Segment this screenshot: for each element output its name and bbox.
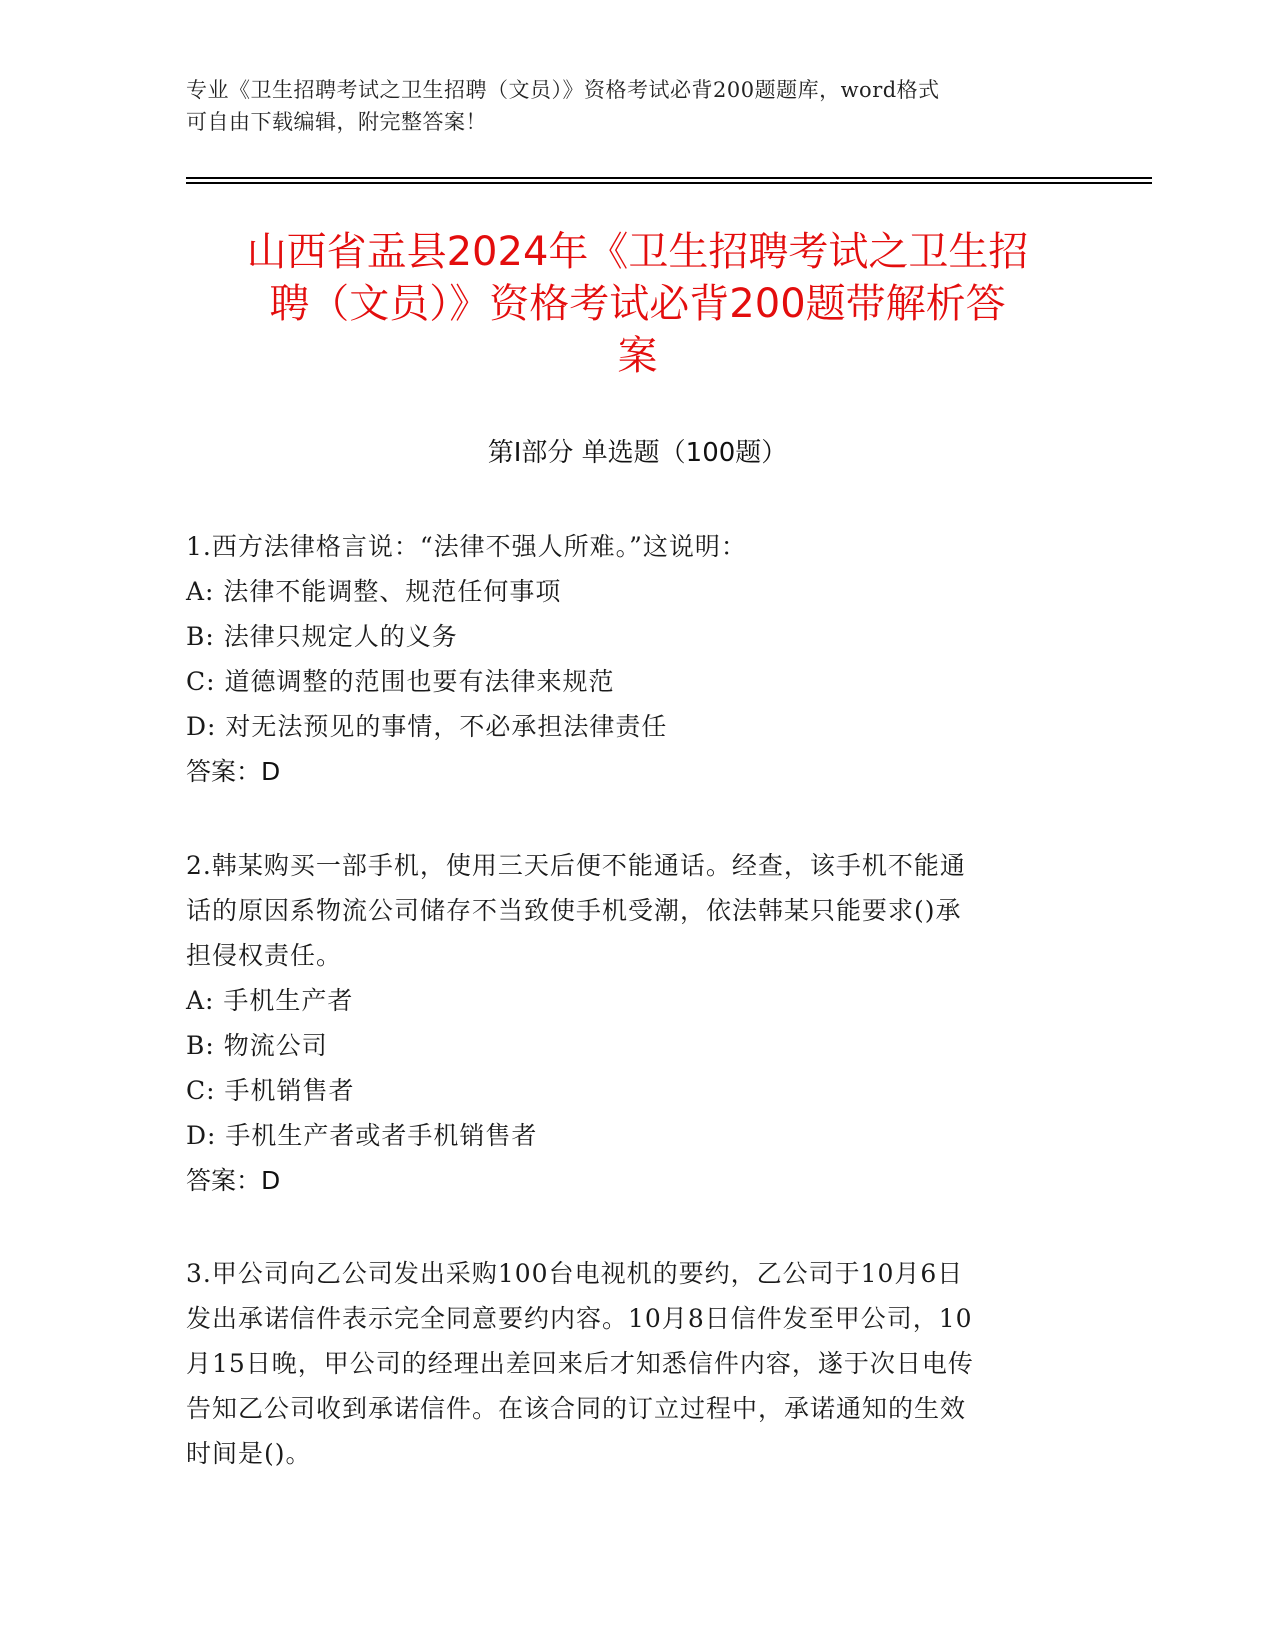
answer: 答案：D — [186, 757, 281, 786]
question-stem — [186, 1251, 1076, 1476]
stem-line: 月15日晚，甲公司的经理出差回来后才知悉信件内容，遂于次日电传 — [186, 1349, 974, 1378]
option-d: D: 手机生产者或者手机销售者 — [186, 1121, 538, 1150]
header-note-line: 专业《卫生招聘考试之卫生招聘（文员）》资格考试必背200题题库，word格式 — [186, 78, 940, 102]
option-b: B: 物流公司 — [186, 1031, 328, 1060]
stem-line: 告知乙公司收到承诺信件。在该合同的订立过程中，承诺通知的生效 — [186, 1394, 967, 1423]
question-3 — [186, 1251, 1076, 1476]
title-line: 聘（文员）》资格考试必背200题带解析答 — [269, 281, 1006, 327]
header-note-line: 可自由下载编辑，附完整答案！ — [186, 110, 487, 134]
title-line: 案 — [617, 333, 658, 379]
answer: 答案：D — [186, 1166, 281, 1195]
question-stem — [186, 524, 1076, 569]
option-c: C: 手机销售者 — [186, 1076, 355, 1105]
stem-line: 时间是()。 — [186, 1439, 312, 1468]
option-d: D: 对无法预见的事情，不必承担法律责任 — [186, 712, 668, 741]
section-title: 第Ⅰ部分 单选题（100题） — [487, 438, 788, 468]
question-1 — [186, 524, 1076, 794]
option-a: A: 手机生产者 — [186, 986, 354, 1015]
title-line: 山西省盂县2024年《卫生招聘考试之卫生招 — [246, 229, 1029, 275]
stem-line: 担侵权责任。 — [186, 941, 343, 970]
stem-line: 2.韩某购买一部手机，使用三天后便不能通话。经查，该手机不能通 — [186, 851, 966, 880]
stem-line: 1.西方法律格言说：“法律不强人所难。”这说明： — [186, 532, 747, 561]
header-divider — [186, 182, 1152, 184]
question-stem — [186, 843, 1076, 978]
option-a: A: 法律不能调整、规范任何事项 — [186, 577, 562, 606]
header-note — [186, 74, 1086, 138]
document-title — [160, 226, 1115, 382]
stem-line: 话的原因系物流公司储存不当致使手机受潮，依法韩某只能要求()承 — [186, 896, 962, 925]
header-divider — [186, 177, 1152, 179]
question-2 — [186, 843, 1076, 1203]
option-b: B: 法律只规定人的义务 — [186, 622, 458, 651]
stem-line: 发出承诺信件表示完全同意要约内容。10月8日信件发至甲公司，10 — [186, 1304, 973, 1333]
stem-line: 3.甲公司向乙公司发出采购100台电视机的要约，乙公司于10月6日 — [186, 1259, 964, 1288]
option-c: C: 道德调整的范围也要有法律来规范 — [186, 667, 615, 696]
